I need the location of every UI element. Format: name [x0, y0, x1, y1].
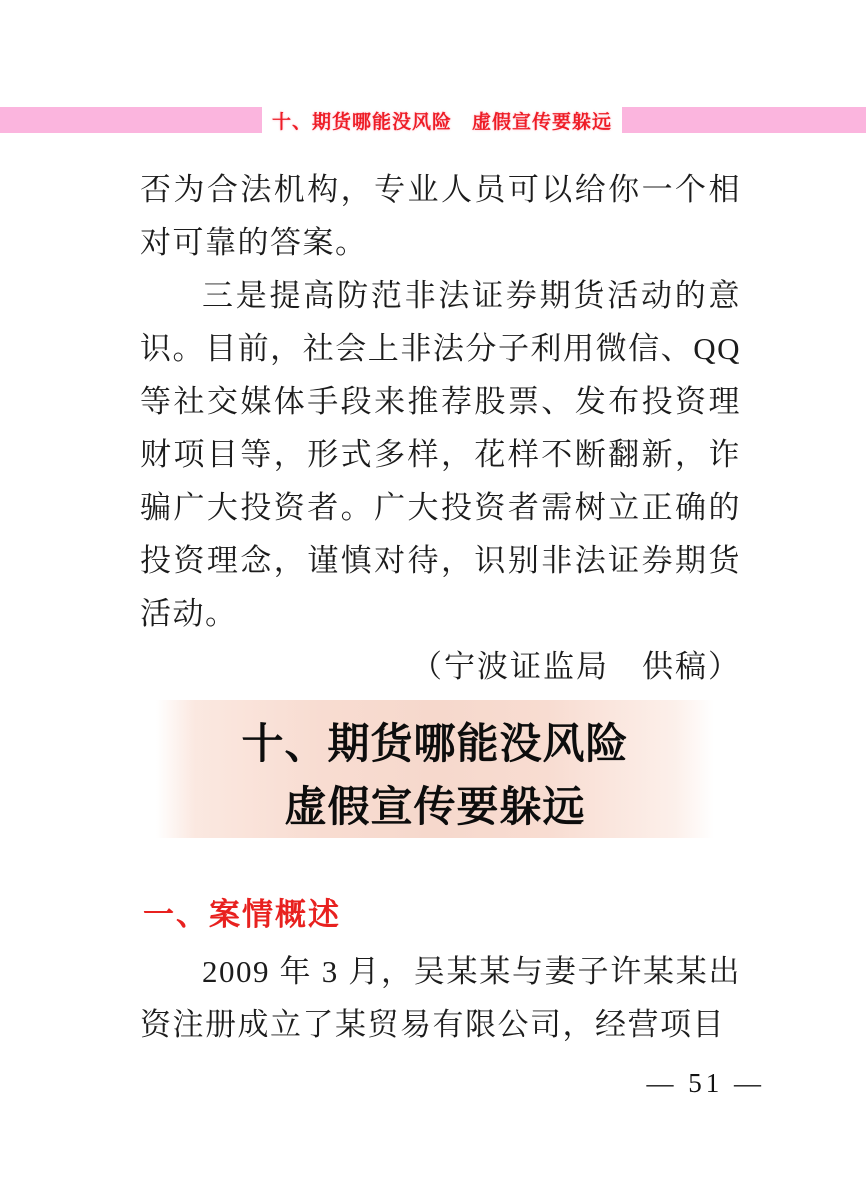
running-head-title: 十、期货哪能没风险 虚假宣传要躲远 — [272, 111, 613, 133]
chapter-title-line-1: 十、期货哪能没风险 — [241, 722, 629, 768]
attribution-line: （宁波证监局 供稿） — [411, 649, 741, 684]
banner-right-bar — [622, 107, 866, 133]
banner-left-bar — [0, 107, 262, 133]
chapter-title-line-2: 虚假宣传要躲远 — [284, 785, 586, 831]
case-summary-text-block — [140, 945, 741, 1051]
section-heading-case-summary: 一、案情概述 — [143, 897, 341, 932]
running-head — [0, 107, 866, 133]
body-text-block — [140, 163, 741, 693]
paragraph-third-point: 三是提高防范非法证券期货活动的意识。目前，社会上非法分子利用微信、QQ等社交媒体手段来推荐股票、发布投资理财项目等，形式多样，花样不断翻新，诈骗广大投资者。广大投资者需树立正确的投资理念，谨慎对待，识别非法证券期货活动。 — [140, 278, 741, 631]
page-number: — 51 — — [646, 1068, 765, 1098]
paragraph-continuation: 否为合法机构，专业人员可以给你一个相对可靠的答案。 — [140, 172, 741, 260]
paragraph-case-intro: 2009 年 3 月，吴某某与妻子许某某出资注册成立了某贸易有限公司，经营项目 — [140, 954, 741, 1042]
chapter-title-block — [156, 700, 714, 838]
